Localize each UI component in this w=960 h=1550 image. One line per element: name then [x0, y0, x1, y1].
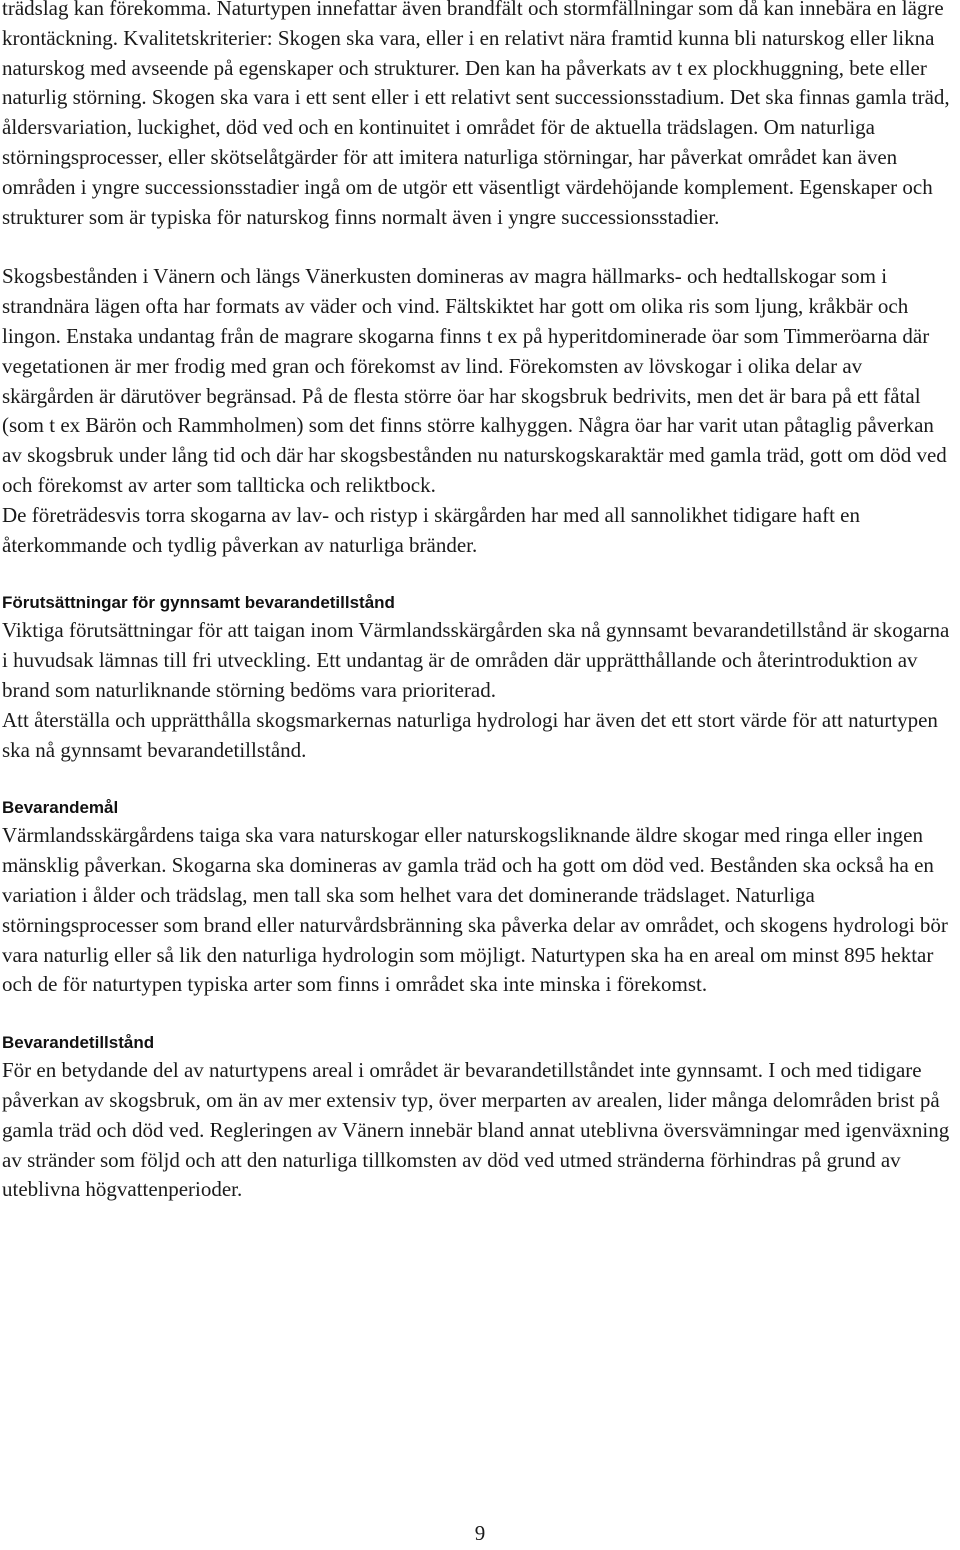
prerequisites-paragraph-continuation: Att återställa och upprätthålla skogsmarkernas naturliga hydrologi har även det ett stort värde för att naturtypen ska nå gynnsamt bevarandetillstånd. [2, 707, 938, 762]
goal-paragraph: Värmlandsskärgårdens taiga ska vara naturskogar eller naturskogsliknande äldre skogar med ringa eller ingen mänsklig påverkan. Skogarna ska domineras av gamla träd och ha gott om död ved. Bestånden ska också ha en variation i ålder och trädslag, men tall ska som helhet vara det dominerande trädslaget. Naturliga störningsprocesser som brand eller naturvårdsbränning ska påverka delar av området, och skogens hydrologi bör vara naturlig eller så lik den naturliga hydrologin som möjligt. Naturtypen ska ha en areal om minst 895 hektar och de för naturtypen typiska arter som finns i området ska inte minska i förekomst. [2, 823, 948, 997]
prerequisites-paragraph: Viktiga förutsättningar för att taigan inom Värmlandsskärgården ska nå gynnsamt bevarandetillstånd är skogarna i huvudsak lämnas till fri utveckling. Ett undantag är de områden där upprätthållande och återintroduktion av brand som naturliknande störning bedöms vara prioriterad. [2, 618, 950, 702]
forest-paragraph-continuation: De företrädesvis torra skogarna av lav- och ristyp i skärgården har med all sannolikhet tidigare haft en återkommande och tydlig påverkan av naturliga bränder. [2, 502, 860, 557]
paragraph-spacer [2, 560, 958, 590]
paragraph-spacer [2, 232, 958, 262]
section-heading-status: Bevarandetillstånd [2, 1033, 155, 1053]
forest-paragraph: Skogsbestånden i Vänern och längs Vänerkusten domineras av magra hällmarks- och hedtallskogar som i strandnära lägen ofta har formats av väder och vind. Fältskiktet har gott om olika ris som ljung, kråkbär och lingon. Enstaka undantag från de magrare skogarna finns t ex på hyperitdominerade öar som Timmeröarna där vegetationen är mer frodig med gran och förekomst av lind. Förekomsten av lövskogar i olika delar av skärgården är därutöver begränsad. På de flesta större öar har skogsbruk bedrivits, men det är bara på ett fåtal (som t ex Bärön och Rammholmen) som det finns större kalhyggen. Några öar har varit utan påtaglig påverkan av skogsbruk under lång tid och där har skogsbestånden nu naturskogskaraktär med gamla träd, gott om död ved och förekomst av arter som tallticka och reliktbock. [2, 264, 947, 497]
intro-paragraph: trädslag kan förekomma. Naturtypen innefattar även brandfält och stormfällningar som då kan innebära en lägre krontäckning. Kvalitetskriterier: Skogen ska vara, eller i en relativt nära framtid kunna bli naturskog eller likna naturskog med avseende på egenskaper och strukturer. Den kan ha påverkats av t ex plockhuggning, bete eller naturlig störning. Skogen ska vara i ett sent eller i ett relativt sent successionsstadium. Det ska finnas gamla träd, åldersvariation, luckighet, död ved och en kontinuitet i området för de aktuella trädslagen. Om naturliga störningsprocesser, eller skötselåtgärder för att imitera naturliga störningar, har påverkat området kan även områden i yngre successionsstadier ingå om de utgör ett väsentligt värdehöjande komplement. Egenskaper och strukturer som är typiska för naturskog finns normalt även i yngre successionsstadier. [2, 0, 950, 229]
section-heading-prerequisites: Förutsättningar för gynnsamt bevarandetillstånd [2, 593, 395, 613]
paragraph-spacer [2, 1000, 958, 1030]
status-paragraph: För en betydande del av naturtypens areal i området är bevarandetillståndet inte gynnsamt. I och med tidigare påverkan av skogsbruk, om än av mer extensiv typ, över merparten av arealen, lider många delområden brist på gamla träd och död ved. Regleringen av Vänern innebär bland annat uteblivna översvämningar med igenväxning av stränder som följd och att den naturliga tillkomsten av död ved utmed stränderna förhindras på grund av uteblivna högvattenperioder. [2, 1058, 950, 1202]
document-page [2, 0, 958, 1205]
paragraph-spacer [2, 765, 958, 795]
section-heading-goal: Bevarandemål [2, 798, 119, 818]
page-number: 9 [474, 1521, 486, 1545]
